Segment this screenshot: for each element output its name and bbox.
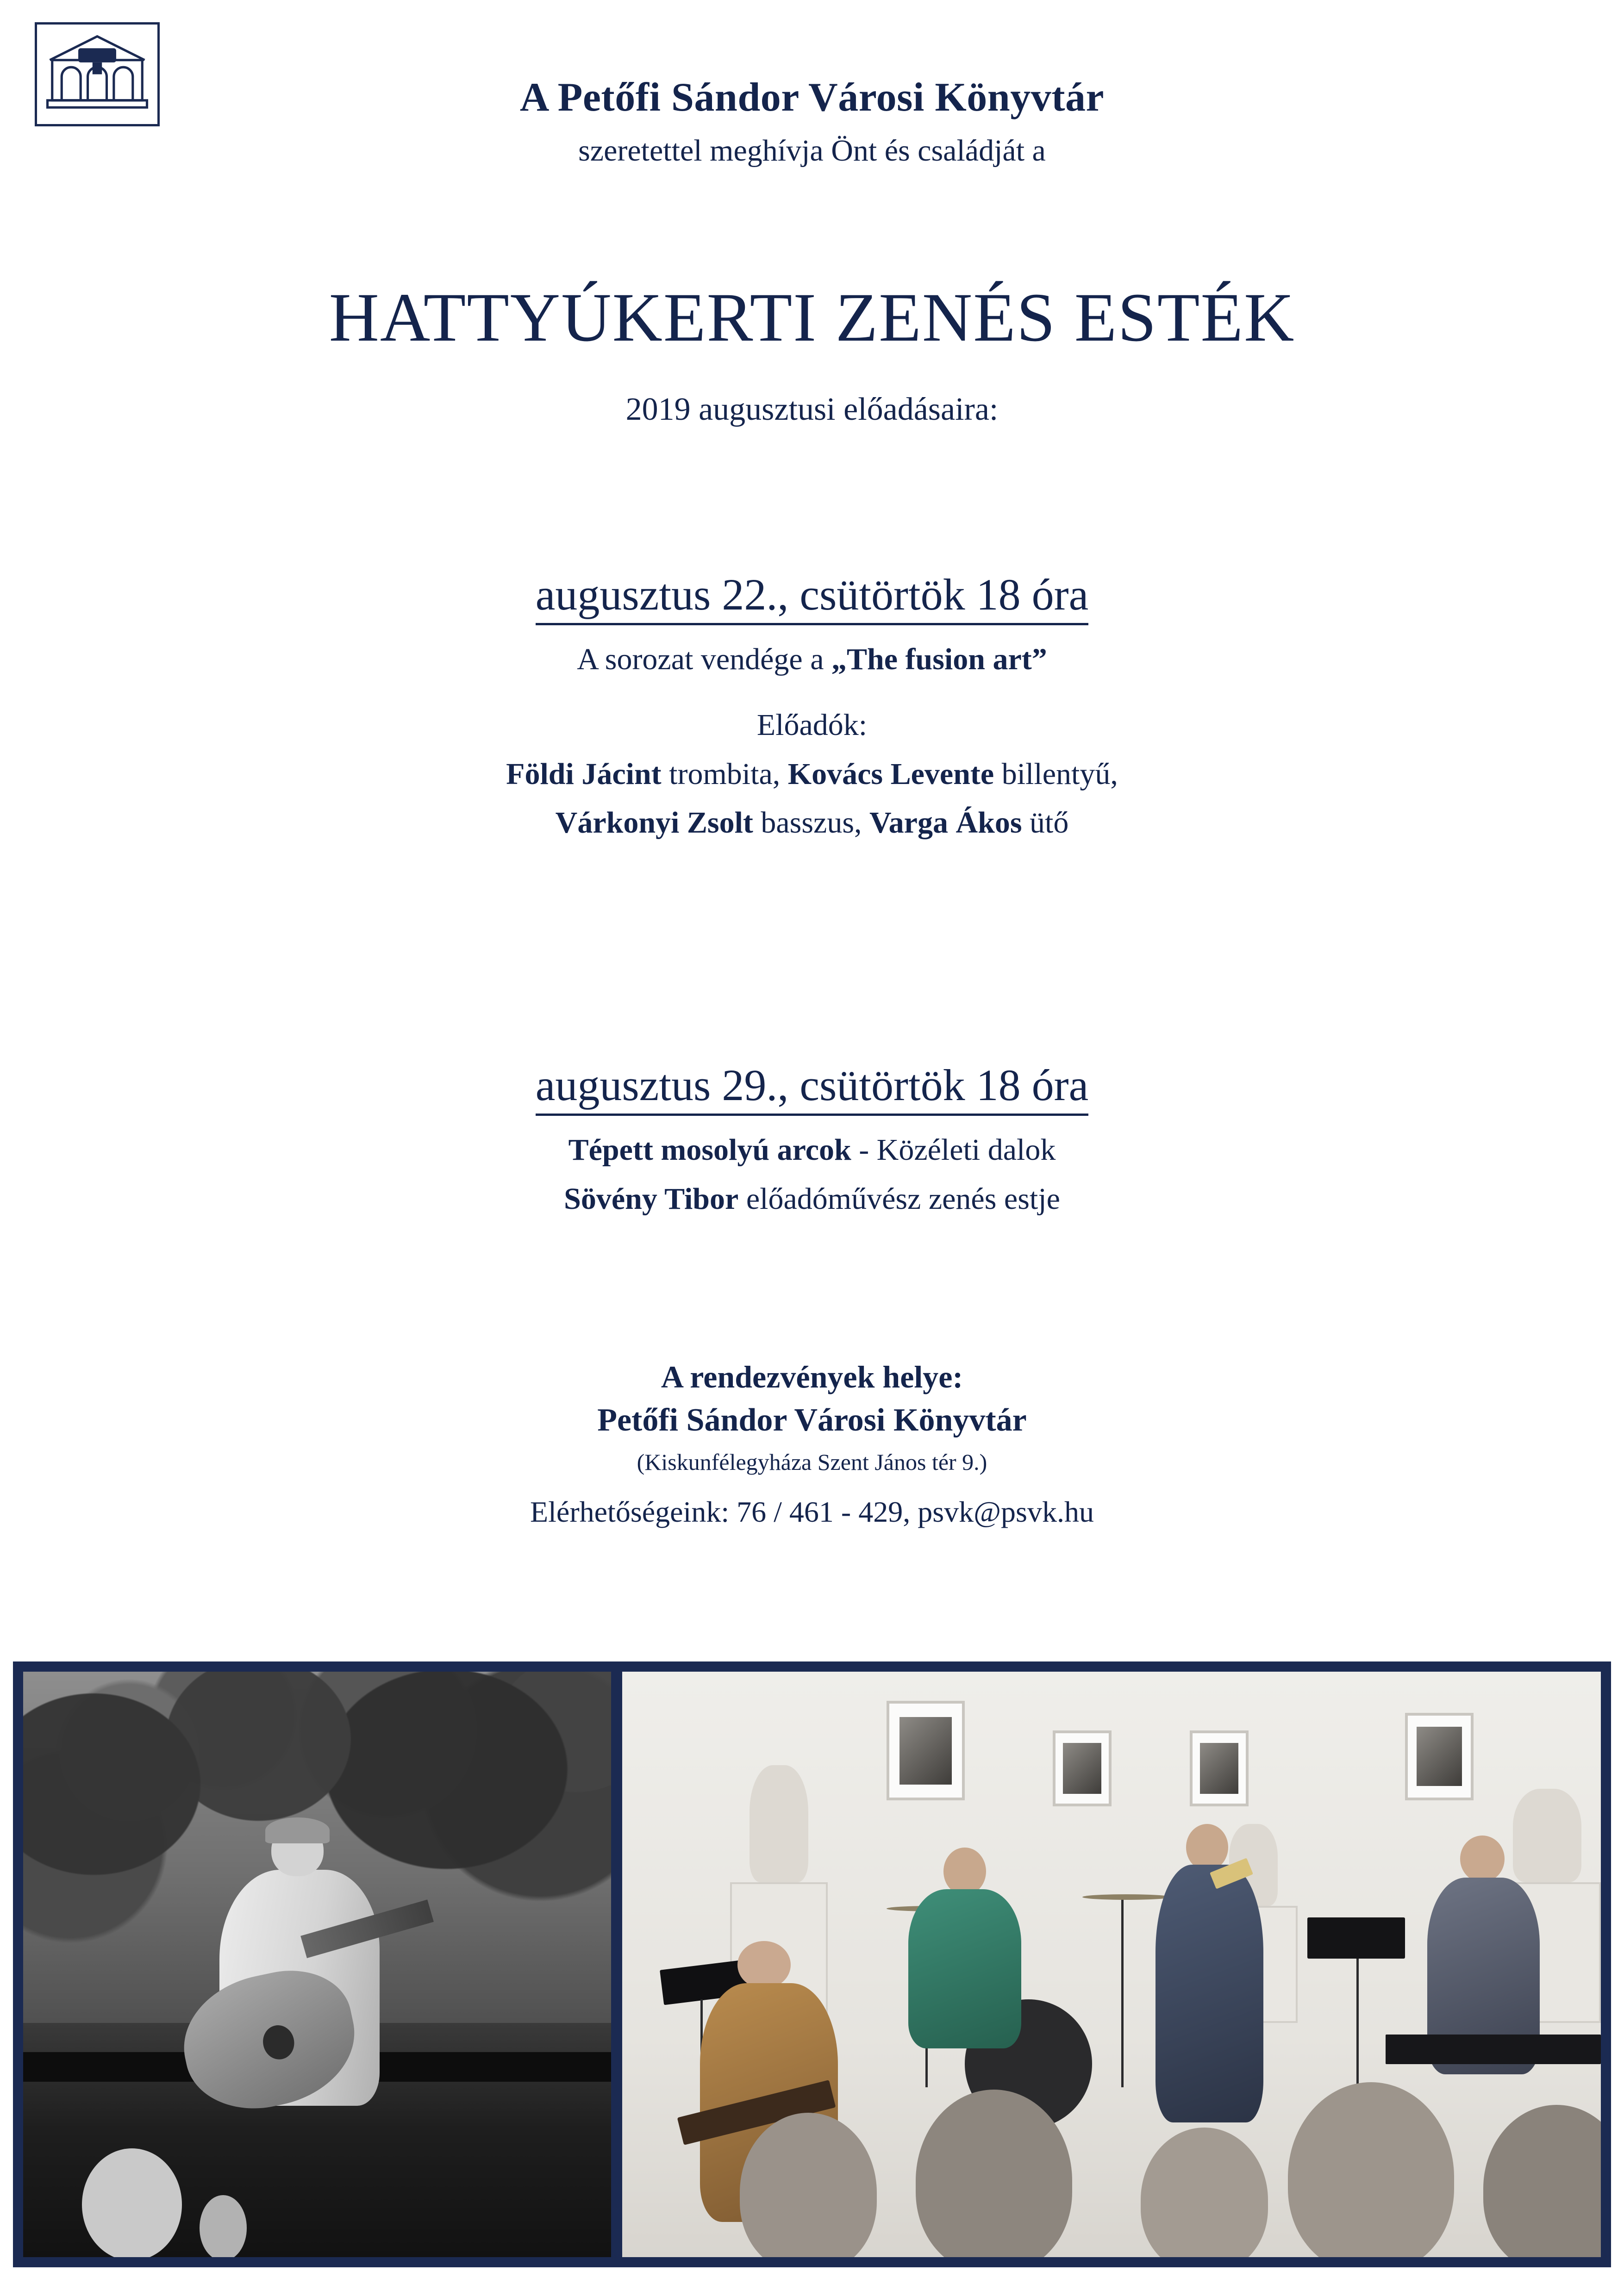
venue-block bbox=[0, 1356, 1624, 1534]
venue-address: (Kiskunfélegyháza Szent János tér 9.) bbox=[637, 1449, 987, 1475]
cymbal-stand bbox=[1121, 1900, 1124, 2087]
keyboard bbox=[1386, 2035, 1601, 2064]
drummer bbox=[906, 1848, 1024, 2047]
event-1-guest bbox=[0, 637, 1624, 682]
performer-role-1: trombita, bbox=[661, 757, 788, 791]
event-block-2 bbox=[0, 1060, 1624, 1221]
venue-contact: Elérhetőségeink: 76 / 461 - 429, psvk@psvk.hu bbox=[530, 1495, 1094, 1529]
audience-head bbox=[1483, 2105, 1601, 2257]
musician-head bbox=[1460, 1836, 1505, 1882]
audience-head bbox=[740, 2113, 877, 2257]
event-1-performers-line-1 bbox=[0, 752, 1624, 796]
performer-role-3: basszus, bbox=[753, 806, 870, 840]
wall-picture-frame bbox=[1190, 1730, 1249, 1806]
sculpture bbox=[750, 1765, 808, 1882]
page-title: HATTYÚKERTI ZENÉS ESTÉK bbox=[329, 279, 1295, 356]
wall-picture-frame bbox=[1405, 1713, 1474, 1801]
photo-band-gallery bbox=[622, 1672, 1601, 2257]
performer-name-1: Földi Jácint bbox=[506, 757, 662, 791]
guitarist-cap bbox=[265, 1817, 329, 1844]
event-1-date: augusztus 22., csütörtök 18 óra bbox=[536, 569, 1088, 625]
event-2-program-title: Tépett mosolyú arcok bbox=[568, 1133, 851, 1167]
wall-picture-frame bbox=[887, 1701, 965, 1800]
audience-head bbox=[916, 2090, 1072, 2257]
event-block-1 bbox=[0, 569, 1624, 845]
photo-foreground-audience bbox=[23, 2164, 611, 2257]
audience-head bbox=[200, 2195, 247, 2257]
trumpet-player bbox=[1151, 1824, 1268, 2117]
photo-guitarist bbox=[23, 1672, 611, 2257]
event-2-program-subtitle: - Közéleti dalok bbox=[851, 1133, 1056, 1167]
music-stand bbox=[1307, 1917, 1405, 1959]
guitar-soundhole bbox=[260, 2022, 298, 2062]
performer-name-2: Kovács Levente bbox=[787, 757, 994, 791]
performer-role-4: ütő bbox=[1022, 806, 1069, 840]
musician-head bbox=[1186, 1824, 1228, 1871]
musician-torso bbox=[1156, 1865, 1263, 2122]
venue-name: Petőfi Sándor Városi Könyvtár bbox=[597, 1402, 1027, 1438]
audience-head bbox=[1141, 2128, 1268, 2257]
audience-row bbox=[622, 2105, 1601, 2257]
event-1-performers-line-2 bbox=[0, 801, 1624, 845]
audience-head bbox=[1288, 2082, 1454, 2257]
event-1-guest-prefix: A sorozat vendége a bbox=[577, 642, 832, 677]
header-line-1: A Petőfi Sándor Városi Könyvtár bbox=[519, 75, 1105, 120]
event-2-date: augusztus 29., csütörtök 18 óra bbox=[536, 1060, 1088, 1116]
musician-head bbox=[943, 1848, 986, 1895]
event-2-line-1 bbox=[0, 1128, 1624, 1172]
event-1-guest-name: „The fusion art” bbox=[831, 642, 1047, 677]
event-2-performer-role: előadóművész zenés estje bbox=[738, 1182, 1060, 1216]
page-subtitle: 2019 augusztusi előadásaira: bbox=[625, 392, 999, 427]
photo-strip bbox=[13, 1661, 1611, 2267]
musician-head bbox=[737, 1941, 791, 1989]
event-1-performers-label: Előadók: bbox=[756, 708, 868, 742]
venue-label: A rendezvények helye: bbox=[661, 1359, 963, 1394]
musician-torso bbox=[908, 1889, 1021, 2048]
wall-picture-frame bbox=[1053, 1730, 1112, 1806]
audience-head bbox=[82, 2148, 182, 2257]
performer-role-2: billentyű, bbox=[994, 757, 1118, 791]
performer-name-3: Várkonyi Zsolt bbox=[555, 806, 753, 840]
photo-guitarist-figure bbox=[200, 1824, 400, 2152]
header-line-2: szeretettel meghívja Önt és családját a bbox=[578, 134, 1046, 168]
header bbox=[0, 74, 1624, 171]
event-2-line-2 bbox=[0, 1177, 1624, 1221]
performer-name-4: Varga Ákos bbox=[869, 806, 1022, 840]
event-2-performer-name: Sövény Tibor bbox=[564, 1182, 739, 1216]
